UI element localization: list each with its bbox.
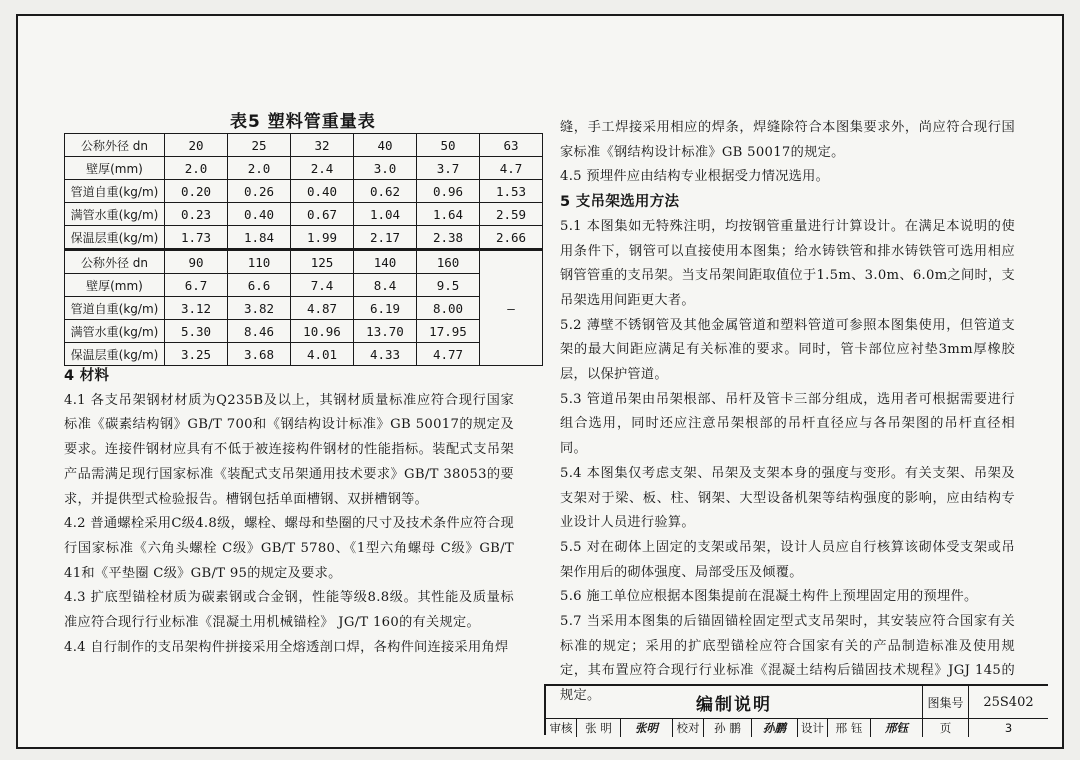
table-row-part1-pipe-weight <box>65 180 543 203</box>
table-row-part2-thickness <box>65 274 543 297</box>
cell-water-weight: 8.46 <box>228 320 291 343</box>
right-column <box>560 116 1015 709</box>
cell-water-weight: 2.59 <box>480 203 543 226</box>
row-label-pipe-weight: 管道自重(kg/m) <box>65 297 165 320</box>
clause-5-2: 5.2 薄壁不锈钢管及其他金属管道和塑料管道可参照本图集使用，但管道支架的最大间距应满足有关标准的要求。同时，管卡部位应衬垫3mm厚橡胶层，以保护管道。 <box>560 317 1015 383</box>
cell-thickness: 6.6 <box>228 274 291 297</box>
row-label-pipe-weight: 管道自重(kg/m) <box>65 180 165 203</box>
check-label: 校对 <box>673 718 704 737</box>
cell-water-weight: 0.67 <box>291 203 354 226</box>
empty-cell-dash: — <box>480 250 543 366</box>
atlas-number-label: 图集号 <box>923 686 969 718</box>
checker-name: 孙 鹏 <box>704 718 752 737</box>
row-label-water-weight: 满管水重(kg/m) <box>65 203 165 226</box>
cell-thickness: 8.4 <box>354 274 417 297</box>
table-row-part2-water-weight <box>65 320 543 343</box>
checker-signature: 孙鹏 <box>752 718 798 737</box>
cell-insulation-weight: 2.66 <box>480 226 543 250</box>
clause-5-3: 5.3 管道吊架由吊架根部、吊杆及管卡三部分组成，选用者可根据需要进行组合选用，同时还应注意吊架根部的吊杆直径应与各吊架图的吊杆直径相同。 <box>560 391 1015 457</box>
clause-5-4: 5.4 本图集仅考虑支架、吊架及支架本身的强度与变形。有关支架、吊架及支架对于梁、板、柱、钢架、大型设备机架等结构强度的影响，应由结构专业设计人员进行验算。 <box>560 465 1015 531</box>
clause-5-7: 5.7 当采用本图集的后锚固锚栓固定型式支吊架时，其安装应符合国家有关标准的规定；采用的扩底型锚栓应符合国家有关的产品制造标准及使用规定，其布置应符合现行行业标准《混凝土结构后锚固技术规程》JGJ 145的规定。 <box>560 614 1015 704</box>
cell-water-weight: 17.95 <box>417 320 480 343</box>
cell-dn: 140 <box>354 250 417 274</box>
cell-dn: 40 <box>354 134 417 157</box>
table-row-part1-insulation-weight <box>65 226 543 250</box>
title-block-row-2 <box>546 718 1048 737</box>
cell-thickness: 2.0 <box>165 157 228 180</box>
row-label-water-weight: 满管水重(kg/m) <box>65 320 165 343</box>
cell-thickness: 7.4 <box>291 274 354 297</box>
cell-pipe-weight: 6.19 <box>354 297 417 320</box>
section-4-heading: 4 材料 <box>64 368 110 384</box>
cell-pipe-weight: 4.87 <box>291 297 354 320</box>
cell-water-weight: 13.70 <box>354 320 417 343</box>
cell-thickness: 6.7 <box>165 274 228 297</box>
left-column <box>64 364 514 660</box>
cell-water-weight: 1.04 <box>354 203 417 226</box>
cell-thickness: 3.0 <box>354 157 417 180</box>
table-row-part1-thickness <box>65 157 543 180</box>
cell-water-weight: 0.23 <box>165 203 228 226</box>
designer-signature: 邢钰 <box>871 718 923 737</box>
section-5-heading: 5 支吊架选用方法 <box>560 194 680 211</box>
cell-thickness: 2.0 <box>228 157 291 180</box>
cell-pipe-weight: 0.96 <box>417 180 480 203</box>
cell-thickness: 3.7 <box>417 157 480 180</box>
cell-dn: 90 <box>165 250 228 274</box>
clause-4-2: 4.2 普通螺栓采用C级4.8级，螺栓、螺母和垫圈的尺寸及技术条件应符合现行国家标准《六角头螺栓 C级》GB/T 5780、《1型六角螺母 C级》GB/T 41和《平垫圈 C级》GB/T 95的规定及要求。 <box>64 516 514 581</box>
cell-insulation-weight: 3.68 <box>228 343 291 366</box>
cell-pipe-weight: 1.53 <box>480 180 543 203</box>
cell-pipe-weight: 8.00 <box>417 297 480 320</box>
row-label-dn: 公称外径 dn <box>65 134 165 157</box>
row-label-dn: 公称外径 dn <box>65 250 165 274</box>
cell-pipe-weight: 3.12 <box>165 297 228 320</box>
cell-dn: 125 <box>291 250 354 274</box>
clause-4-3: 4.3 扩底型锚栓材质为碳素钢或合金钢，性能等级8.8级。其性能及质量标准应符合现行行业标准《混凝土用机械锚栓》 JG/T 160的有关规定。 <box>64 590 514 631</box>
table-row-part1-water-weight <box>65 203 543 226</box>
drawing-title: 编制说明 <box>546 686 923 718</box>
cell-insulation-weight: 2.17 <box>354 226 417 250</box>
cell-dn: 160 <box>417 250 480 274</box>
atlas-number: 25S402 <box>983 694 1034 710</box>
cell-insulation-weight: 1.73 <box>165 226 228 250</box>
cell-insulation-weight: 1.84 <box>228 226 291 250</box>
review-label: 审核 <box>546 718 577 737</box>
reviewer-signature: 张明 <box>621 718 673 737</box>
clause-4-1: 4.1 各支吊架钢材材质为Q235B及以上，其钢材质量标准应符合现行国家标准《碳素结构钢》GB/T 700和《钢结构设计标准》GB 50017的规定及要求。连接件钢材应具有不低于被连接构件钢材的性能指标。装配式支吊架产品需满足现行国家标准《装配式支吊架通用技术要求》GB/T 38053的要求，并提供型式检验报告。槽钢包括单面槽钢、双拼槽钢等。 <box>64 392 514 507</box>
table-row-part2-dn <box>65 250 543 274</box>
cell-dn: 32 <box>291 134 354 157</box>
row-label-thickness: 壁厚(mm) <box>65 157 165 180</box>
cell-insulation-weight: 4.33 <box>354 343 417 366</box>
page-label: 页 <box>923 718 969 737</box>
clause-4-5: 4.5 预埋件应由结构专业根据受力情况选用。 <box>560 169 830 185</box>
cell-pipe-weight: 0.40 <box>291 180 354 203</box>
design-label: 设计 <box>798 718 828 737</box>
cell-thickness: 4.7 <box>480 157 543 180</box>
cell-insulation-weight: 2.38 <box>417 226 480 250</box>
plastic-pipe-weight-table <box>64 133 543 366</box>
clause-5-6: 5.6 施工单位应根据本图集提前在混凝土构件上预埋固定用的预埋件。 <box>560 589 978 605</box>
title-block-row-1 <box>546 686 1048 719</box>
designer-name: 邢 钰 <box>828 718 871 737</box>
cell-insulation-weight: 3.25 <box>165 343 228 366</box>
cell-thickness: 9.5 <box>417 274 480 297</box>
cell-water-weight: 1.64 <box>417 203 480 226</box>
table-row-part2-insulation-weight <box>65 343 543 366</box>
page-number: 3 <box>1004 720 1013 735</box>
clause-4-4-continued: 缝，手工焊接采用相应的焊条，焊缝除符合本图集要求外，尚应符合现行国家标准《钢结构设计标准》GB 50017的规定。 <box>560 120 1015 160</box>
cell-dn: 25 <box>228 134 291 157</box>
cell-dn: 20 <box>165 134 228 157</box>
cell-insulation-weight: 1.99 <box>291 226 354 250</box>
cell-water-weight: 5.30 <box>165 320 228 343</box>
title-block <box>544 684 1048 735</box>
cell-pipe-weight: 0.26 <box>228 180 291 203</box>
cell-dn: 63 <box>480 134 543 157</box>
row-label-insulation-weight: 保温层重(kg/m) <box>65 226 165 250</box>
row-label-insulation-weight: 保温层重(kg/m) <box>65 343 165 366</box>
cell-dn: 110 <box>228 250 291 274</box>
table-row-part1-dn <box>65 134 543 157</box>
reviewer-name: 张 明 <box>577 718 621 737</box>
cell-water-weight: 10.96 <box>291 320 354 343</box>
cell-thickness: 2.4 <box>291 157 354 180</box>
cell-pipe-weight: 0.20 <box>165 180 228 203</box>
cell-insulation-weight: 4.77 <box>417 343 480 366</box>
cell-pipe-weight: 0.62 <box>354 180 417 203</box>
table-title: 表5 塑料管重量表 <box>230 112 376 132</box>
clause-5-5: 5.5 对在砌体上固定的支架或吊架，设计人员应自行核算该砌体受支架或吊架作用后的砌体强度、局部受压及倾覆。 <box>560 539 1015 580</box>
cell-insulation-weight: 4.01 <box>291 343 354 366</box>
row-label-thickness: 壁厚(mm) <box>65 274 165 297</box>
cell-pipe-weight: 3.82 <box>228 297 291 320</box>
cell-dn: 50 <box>417 134 480 157</box>
clause-4-4-start: 4.4 自行制作的支吊架构件拼接采用全熔透剖口焊，各构件间连接采用角焊 <box>64 639 509 655</box>
cell-water-weight: 0.40 <box>228 203 291 226</box>
clause-5-1: 5.1 本图集如无特殊注明，均按钢管重量进行计算设计。在满足本说明的使用条件下，钢管可以直接使用本图集；给水铸铁管和排水铸铁管可选用相应钢管管重的支吊架。当支吊架间距取值位于1.5m、3.0m、6.0m之间时，支吊架选用间距更大者。 <box>560 218 1015 308</box>
table-row-part2-pipe-weight <box>65 297 543 320</box>
